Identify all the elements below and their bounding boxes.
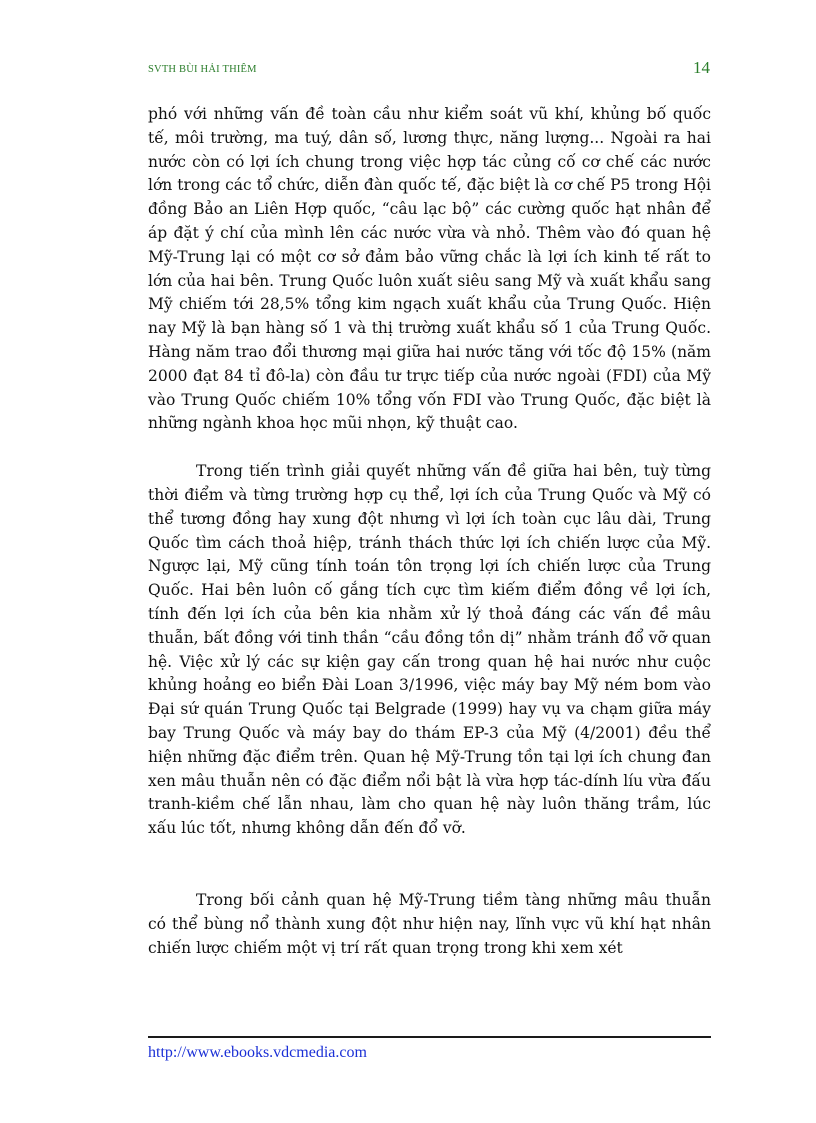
paragraph-continued: phó với những vấn đề toàn cầu như kiểm soát vũ khí, khủng bố quốc tế, môi trường, ma tuý, dân số, lương thực, năng lượng... Ngoài ra hai nước còn có lợi ích chung trong việc hợp tác củng cố cơ chế các nước lớn trong các tổ chức, diễn đàn quốc tế, đặc biệt là cơ chế P5 trong Hội đồng Bảo an Liên Hợp quốc, “câu lạc bộ” các cường quốc hạt nhân để áp đặt ý chí của mình lên các nước vừa và nhỏ. Thêm vào đó quan hệ Mỹ-Trung lại có một cơ sở đảm bảo vững chắc là lợi ích kinh tế rất to lớn của hai bên. Trung Quốc luôn xuất siêu sang Mỹ và xuất khẩu sang Mỹ chiếm tới 28,5% tổng kim ngạch xuất khẩu của Trung Quốc. Hiện nay Mỹ là bạn hàng số 1 và thị trường xuất khẩu số 1 của Trung Quốc. Hàng năm trao đổi thương mại giữa hai nước tăng với tốc độ 15% (năm 2000 đạt 84 tỉ đô-la) còn đầu tư trực tiếp của nước ngoài (FDI) của Mỹ vào Trung Quốc chiếm 10% tổng vốn FDI vào Trung Quốc, đặc biệt là những ngành khoa học mũi nhọn, kỹ thuật cao. — [148, 105, 711, 433]
paragraph: Trong tiến trình giải quyết những vấn đề giữa hai bên, tuỳ từng thời điểm và từng trường hợp cụ thể, lợi ích của Trung Quốc và Mỹ có thể tương đồng hay xung đột nhưng vì lợi ích toàn cục lâu dài, Trung Quốc tìm cách thoả hiệp, tránh thách thức lợi ích chiến lược của Mỹ. Ngược lại, Mỹ cũng tính toán tôn trọng lợi ích chiến lược của Trung Quốc. Hai bên luôn cố gắng tích cực tìm kiếm điểm đồng về lợi ích, tính đến lợi ích của bên kia nhằm xử lý thoả đáng các vấn đề mâu thuẫn, bất đồng với tinh thần “cầu đồng tồn dị” nhằm tránh đổ vỡ quan hệ. Việc xử lý các sự kiện gay cấn trong quan hệ hai nước như cuộc khủng hoảng eo biển Đài Loan 3/1996, việc máy bay Mỹ ném bom vào Đại sứ quán Trung Quốc tại Belgrade (1999) hay vụ va chạm giữa máy bay Trung Quốc và máy bay do thám EP-3 của Mỹ (4/2001) đều thể hiện những đặc điểm trên. Quan hệ Mỹ-Trung tồn tại lợi ích chung đan xen mâu thuẫn nên có đặc điểm nổi bật là vừa hợp tác-dính líu vừa đấu tranh-kiềm chế lẫn nhau, làm cho quan hệ này luôn thăng trầm, lúc xấu lúc tốt, nhưng không dẫn đến đổ vỡ. — [148, 462, 711, 838]
footer-url-link[interactable]: http://www.ebooks.vdcmedia.com — [148, 1044, 367, 1061]
paragraph: Trong bối cảnh quan hệ Mỹ-Trung tiềm tàng những mâu thuẫn có thể bùng nổ thành xung đột như hiện nay, lĩnh vực vũ khí hạt nhân chiến lược chiếm một vị trí rất quan trọng trong khi xem xét — [148, 890, 711, 957]
footer-divider — [148, 1036, 711, 1038]
page-number: 14 — [693, 58, 710, 77]
page-body — [148, 103, 711, 960]
paragraph-spacer — [148, 841, 711, 889]
running-header-author: SVTH BÙI HẢI THIÊM — [148, 64, 257, 75]
paragraph-spacer — [148, 436, 711, 460]
